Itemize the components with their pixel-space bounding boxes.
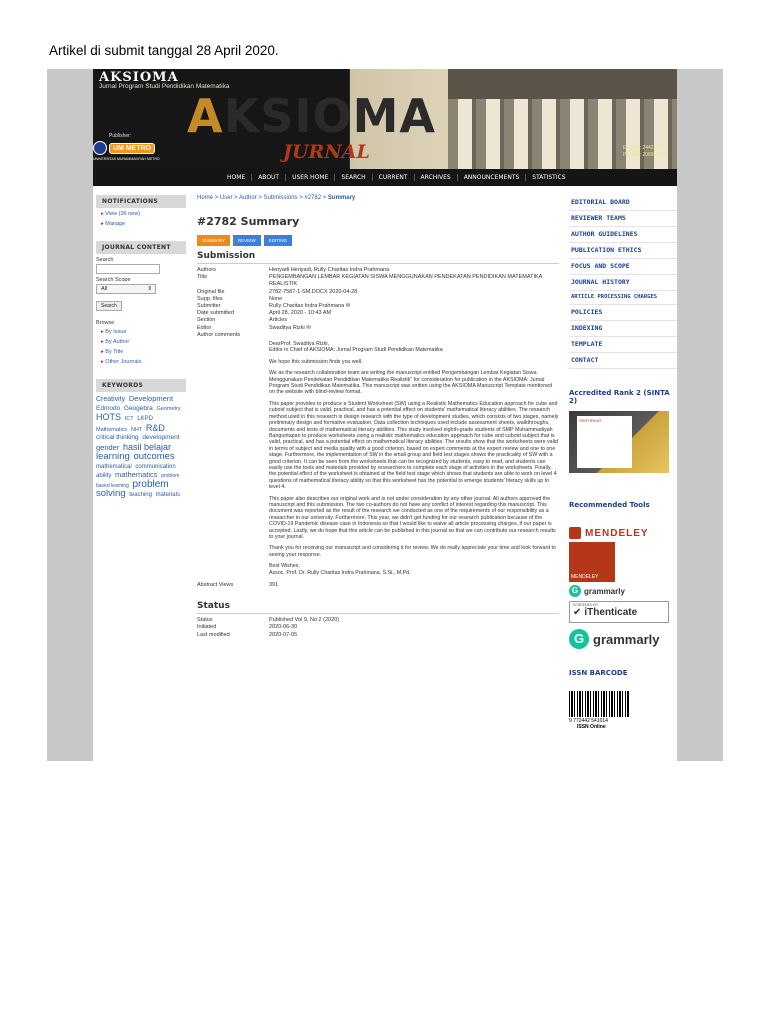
link-editorial-board[interactable]: EDITORIAL BOARD: [569, 195, 677, 211]
field-row: Author comments: [197, 331, 241, 338]
page-title: #2782 Summary: [197, 215, 300, 228]
keyword[interactable]: materials: [155, 492, 180, 498]
mendeley-link[interactable]: MENDELEY: [569, 527, 677, 539]
keyword[interactable]: critical thinking: [96, 434, 139, 441]
nav-user-home[interactable]: USER HOME: [286, 174, 335, 181]
left-sidebar: [96, 195, 186, 500]
mendeley-icon: [569, 527, 581, 539]
nav-archives[interactable]: ARCHIVES: [415, 174, 458, 181]
barcode-number: 9 772442 541014: [569, 718, 608, 724]
status-row: Initiated 2020-06-30: [197, 624, 298, 631]
mendeley-logo[interactable]: MENDELEY: [569, 542, 615, 582]
issn-barcode: [569, 691, 629, 717]
link-reviewer-teams[interactable]: REVIEWER TEAMS: [569, 211, 677, 227]
search-button[interactable]: Search: [96, 301, 122, 311]
publisher-label: Publisher:: [109, 133, 132, 139]
recommended-tools-heading: Recommended Tools: [569, 501, 650, 509]
field-row: Title PENGEMBANGAN LEMBAR KEGIATAN SISWA MENGGUNAKAN PENDEKATAN PENDIDIKAN MATEMATIKA REALISTIK: [197, 274, 543, 288]
chevron-down-icon: ⇕: [147, 286, 152, 292]
email-icon[interactable]: ✉: [306, 324, 311, 331]
publisher-logo[interactable]: UM METRO UNIVERSITAS MUHAMMADIYAH METRO: [93, 141, 155, 155]
submission-fields: [197, 267, 559, 339]
keyword[interactable]: development: [142, 434, 180, 441]
brand-subtitle: Jurnal Program Studi Pendidikan Matematika: [99, 83, 230, 90]
link-indexing[interactable]: INDEXING: [569, 321, 677, 337]
keyword[interactable]: problem: [161, 473, 180, 479]
ithenticate-link[interactable]: SCREENED BY ✔ iThenticate: [569, 601, 669, 623]
nav-home[interactable]: HOME: [221, 174, 252, 181]
keyword[interactable]: gender: [96, 442, 120, 452]
link-journal-history[interactable]: JOURNAL HISTORY: [569, 275, 677, 291]
link-author-guidelines[interactable]: AUTHOR GUIDELINES: [569, 227, 677, 243]
keyword[interactable]: mathematical: [96, 463, 132, 470]
link-contact[interactable]: CONTACT: [569, 353, 677, 369]
keyword[interactable]: mathematics: [115, 470, 158, 479]
original-file-link[interactable]: 2782-7587-1-SM.DOCX 2020-04-28: [269, 288, 358, 295]
issn-info: E-ISSN: 2442-5419 P-ISSN: 2089-8703: [623, 145, 667, 158]
caption: Artikel di submit tanggal 28 April 2020.: [49, 43, 279, 58]
sinta-certificate[interactable]: SERTIFIKAT: [569, 411, 669, 473]
status-fields: [197, 617, 559, 639]
status-heading: Status: [197, 601, 559, 614]
accredited-heading: Accredited Rank 2 (SINTA 2): [569, 389, 670, 405]
link-policies[interactable]: POLICIES: [569, 305, 677, 321]
keyword[interactable]: Development: [128, 394, 174, 403]
keyword[interactable]: outcomes: [133, 451, 175, 462]
keyword[interactable]: solving: [96, 488, 126, 499]
nav-current[interactable]: CURRENT: [373, 174, 415, 181]
field-row: Submitter Rully Charitas Indra Prahmana ✉: [197, 303, 351, 310]
keyword[interactable]: Geometry: [156, 405, 181, 412]
keyword[interactable]: R&D: [145, 422, 165, 433]
field-row: Date submitted April 28, 2020 - 10:43 AM: [197, 310, 332, 317]
keyword[interactable]: learning: [96, 451, 130, 462]
search-scope-select[interactable]: All ⇕: [96, 284, 156, 294]
keyword[interactable]: hasil belajar: [123, 441, 172, 452]
keyword-cloud: [96, 395, 186, 500]
checkmark-icon: ✔: [573, 606, 582, 618]
nav-about[interactable]: ABOUT: [252, 174, 286, 181]
search-input[interactable]: [96, 264, 160, 274]
field-row: Section Articles: [197, 317, 288, 324]
keyword[interactable]: communication ability: [96, 463, 176, 479]
right-sidebar: [569, 195, 677, 730]
keyword[interactable]: LKPD: [137, 416, 153, 422]
browse-other-journals[interactable]: ▸ Other Journals: [101, 359, 186, 366]
browse-label: Browse: [96, 320, 115, 326]
tab-summary[interactable]: SUMMARY: [197, 235, 230, 246]
keyword[interactable]: Creativity: [96, 396, 126, 403]
keyword[interactable]: based learning: [96, 482, 129, 489]
journal-content-header: JOURNAL CONTENT: [96, 241, 186, 254]
status-row: Last modified 2020-07-05: [197, 631, 298, 638]
grammarly-link[interactable]: G grammarly: [569, 585, 677, 597]
notifications-header: NOTIFICATIONS: [96, 195, 186, 208]
grammarly-icon: G: [569, 629, 589, 649]
top-navigation: [93, 169, 677, 186]
link-focus-scope[interactable]: FOCUS AND SCOPE: [569, 259, 677, 275]
keyword[interactable]: Mathematics: [96, 426, 128, 433]
journal-page: [93, 69, 677, 761]
keywords-header: KEYWORDS: [96, 379, 186, 392]
journal-wordmark: AKSIOMA: [187, 89, 436, 143]
keyword[interactable]: ICT: [124, 416, 134, 422]
keyword[interactable]: Geogebra: [123, 404, 153, 412]
browse-by-title[interactable]: ▸ By Title: [101, 349, 186, 356]
search-scope-label: Search Scope: [96, 277, 131, 283]
grammarly-logo-large[interactable]: G grammarly: [569, 629, 677, 649]
nav-search[interactable]: SEARCH: [335, 174, 372, 181]
header-banner: [93, 69, 677, 169]
abstract-views: Abstract Views 391: [197, 582, 279, 589]
keyword[interactable]: problem: [132, 478, 169, 490]
keyword[interactable]: teaching: [129, 492, 152, 498]
breadcrumb: Home > User > Author > Submissions > #2782 > Summary: [197, 195, 356, 201]
link-template[interactable]: TEMPLATE: [569, 337, 677, 353]
submission-tabs: [197, 235, 559, 246]
field-row: Editor Swaditya Rizki ✉: [197, 324, 311, 331]
issn-barcode-heading: ISSN BARCODE: [569, 669, 628, 677]
link-article-processing-charges[interactable]: ARTICLE PROCESSING CHARGES: [569, 291, 677, 305]
author-comments: DearProf. Swaditya Rizki, Editor in Chief of AKSIOMA: Jurnal Program Studi Pendidikan Matematika We hope this submission finds you well. We as the research collaboration team are writing the manuscript entitled Pengembangan Lembar Kegiatan Siswa Menggunakan Pendekatan Pendidikan Matematika Realistik" for consideration for publication in the AKSIOMA: Jurnal Program Studi Pendidikan Matematika. This manuscript was written using the AKSIOMA Manuscript Template mentioned on the website with blind-review format. This paper provides to produce a Student Worksheet (SW) using a Realistic Mathematics Education approach for cube and cuboid subject that is valid, practical, and has a potential effect on students' mathematical literacy abilities. The research method used in this research is design research with the type of development studies, which consists of two stages, namely preliminary design and formative evaluation. Data collection techniques used include assessment sheets, walkthroughs, documents and tests of mathematical literacy abilities. This study involved eighth-grade students of SMP Muhammadiyah Banguntapan to produce worksheets using a realistic mathematics education approach for cube and cuboid subject that is valid, practical, and has a potential effect on mathematical literacy abilities. The results show that the worksheets were valid in terms of subject and media quality with a good criterion, based on expert comments at the expert review and one to one stage. Furthermore, the implementation of SW in the small group and field test stages shows the practicality of SW with a good criterion. It can be seen from the worksheets that can be recognized by students, easy to read, and students can easily use the tools and materials provided by researchers to complete each stage of activities in the worksheets. Finally, the potential effect of the worksheet is obtained at the field test stage which shows that students are able to work on level 4 questions of mathematical literacy ability so that this worksheet has the potential to emerge students' literacy skills up to level 4. This paper also describes our original work and is not under consideration by any other journal. All authors approved the manuscript and this submission. The two co-authors do not have any conflict of interest regarding this manuscript. This document was reported as the result of the research we conducted as one of the requirements of our responsibility as a researcher in our university. Furthermore, This year, we didn't get funding for our research publication because of the COVID-19 Pandemic disease case in Indonesia so that I would like to waive all article processing charges, if our paper is accepted. Lastly, we do hope that this article can be published in this journal so that we can contribute our research results to your journal. Thank you for receiving our manuscript and considering it for review. We do really appreciate your time and look forward to seeing your response. Best Wishes, Assoc. Prof. Dr. Rully Charitas Indra Prahmana, S.Si., M.Pd.: [269, 341, 559, 576]
browse-by-issue[interactable]: ▸ By Issue: [101, 329, 186, 336]
status-row: Status Published Vol 9, No 2 (2020): [197, 617, 340, 624]
nav-announcements[interactable]: ANNOUNCEMENTS: [458, 174, 527, 181]
search-label: Search: [96, 257, 114, 263]
notifications-manage-link[interactable]: ▸ Manage: [101, 221, 186, 228]
notifications-view-link[interactable]: ▸ View (36 new): [101, 211, 186, 218]
brand-name: AKSIOMA: [99, 70, 179, 85]
tab-review[interactable]: REVIEW: [233, 235, 261, 246]
nav-statistics[interactable]: STATISTICS: [532, 174, 566, 181]
jurnal-label: JURNAL: [283, 141, 370, 163]
keyword[interactable]: NHT: [130, 426, 143, 433]
browse-by-author[interactable]: ▸ By Author: [101, 339, 186, 346]
keyword[interactable]: Edmodo: [96, 404, 121, 412]
email-icon[interactable]: ✉: [345, 303, 351, 310]
university-seal-icon: [93, 141, 107, 155]
issn-online-label: ISSN Online: [577, 724, 606, 730]
grammarly-icon: G: [569, 585, 581, 597]
screenshot-frame: [47, 69, 723, 761]
submission-heading: Submission: [197, 251, 559, 264]
main-content: [197, 195, 559, 639]
tab-editing[interactable]: EDITING: [264, 235, 292, 246]
field-row: Authors Heriyadi Heriyadi, Rully Charitas Indra Prahmana: [197, 267, 390, 273]
keyword[interactable]: HOTS: [96, 412, 122, 422]
field-row: Supp. files None: [197, 295, 283, 302]
field-row: Original file 2782-7587-1-SM.DOCX 2020-04-28: [197, 289, 559, 296]
link-publication-ethics[interactable]: PUBLICATION ETHICS: [569, 243, 677, 259]
